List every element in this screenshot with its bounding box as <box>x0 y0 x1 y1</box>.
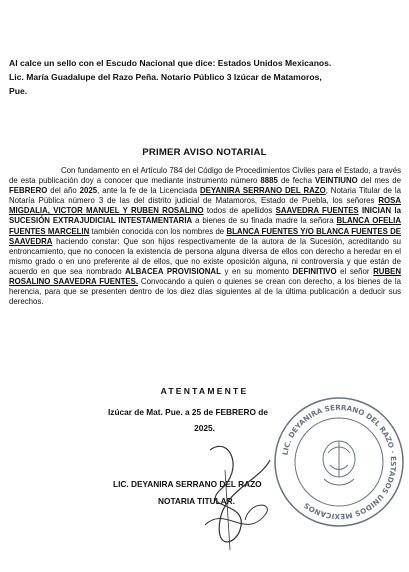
header-line-2: Lic. María Guadalupe del Razo Peña. Notario Público 3 Izúcar de Matamoros, <box>9 72 322 82</box>
header-line-3: Pue. <box>9 86 28 96</box>
body-text: de fecha <box>277 176 316 186</box>
executor-name: RUBEN ROSALINO SAAVEDRA FUENTES. <box>9 266 401 287</box>
instrument-number: 8885 <box>260 176 278 186</box>
deceased-name: BLANCA OFELIA FUENTES MARCELIN <box>9 216 402 236</box>
body-text: también conocida con los nombres de <box>89 226 227 236</box>
body-text: del año <box>47 186 80 196</box>
body-text: Con fundamento en el Artículo 784 del Código de Procedimientos Civiles para el Estado, a través de esta publicación doy a conocer que mediante instrumento número <box>9 166 401 186</box>
heirs-surnames: SAAVEDRA FUENTES <box>275 206 359 216</box>
body-text: del mes de <box>357 176 401 186</box>
date-month: FEBRERO <box>9 186 48 196</box>
body-text: , ante la fe de la Licenciada <box>97 186 200 196</box>
succession-type: INICIAN la SUCESIÓN EXTRAJUDICIAL INTESTAMENTARIA <box>9 206 401 226</box>
header-note <box>9 56 401 98</box>
closing-year: 2025. <box>194 423 215 433</box>
notary-seal <box>272 395 406 529</box>
header-line-1: Al calce un sello con el Escudo Nacional que dice: Estados Unidos Mexicanos. <box>9 58 332 68</box>
body-text: el señor <box>336 266 374 276</box>
document-title: PRIMER AVISO NOTARIAL <box>142 147 267 158</box>
signer-role: NOTARIA TITULAR. <box>158 496 235 506</box>
body-text: Convocando a quien o quienes se crean con derecho, a los bienes de la herencia, para que se presenten dentro de los diez días siguientes al de la última publicación a deducir sus derechos. <box>9 277 402 307</box>
executor-definitive: DEFINITIVO <box>292 266 337 276</box>
eagle-emblem-icon <box>323 441 355 485</box>
body-text: y en su momento <box>220 266 293 276</box>
seal-text: LIC. DEYANIRA SERRANO DEL RAZO · ESTADOS UNIDOS MEXICANOS <box>280 402 399 522</box>
notice-body <box>9 166 401 307</box>
place-date: Izúcar de Mat. Pue. a 25 de FEBRERO de <box>108 407 268 417</box>
body-text: todos de apellidos <box>203 206 276 216</box>
date-day: VEINTIUNO <box>315 176 358 186</box>
body-text: a bienes de su finada madre la señora <box>192 216 337 226</box>
notary-name: DEYANIRA SERRANO DEL RAZO <box>199 186 326 196</box>
body-text: , Notaria Titular de la Notaría Pública número 3 de las del distrito judicial de Matamoros, Estado de Puebla, los señores <box>9 186 402 206</box>
heirs-names: ROSA MIGDALIA, VICTOR MANUEL Y RUBEN ROSALINO <box>9 196 401 216</box>
date-year: 2025 <box>79 186 98 196</box>
body-text: haciendo constar: Que son hijos respectivamente de la autora de la Sucesión, acreditando su entroncamiento, que no conocen la existencia de persona alguna diversa de ellos con derecho a heredar en el mismo grado o en uno preferente al de ellos, que no existe oposición alguna, ni controversia y que están de acuerdo en que sea nombrado <box>9 236 401 276</box>
atentamente-label: ATENTAMENTE <box>160 386 249 396</box>
deceased-aliases: BLANCA FUENTES Y/O BLANCA FUENTES DE SAAVEDRA <box>9 226 401 246</box>
signer-name: LIC. DEYANIRA SERRANO DEL RAZO <box>113 479 262 489</box>
executor-provisional: ALBACEA PROVISIONAL <box>125 266 221 276</box>
